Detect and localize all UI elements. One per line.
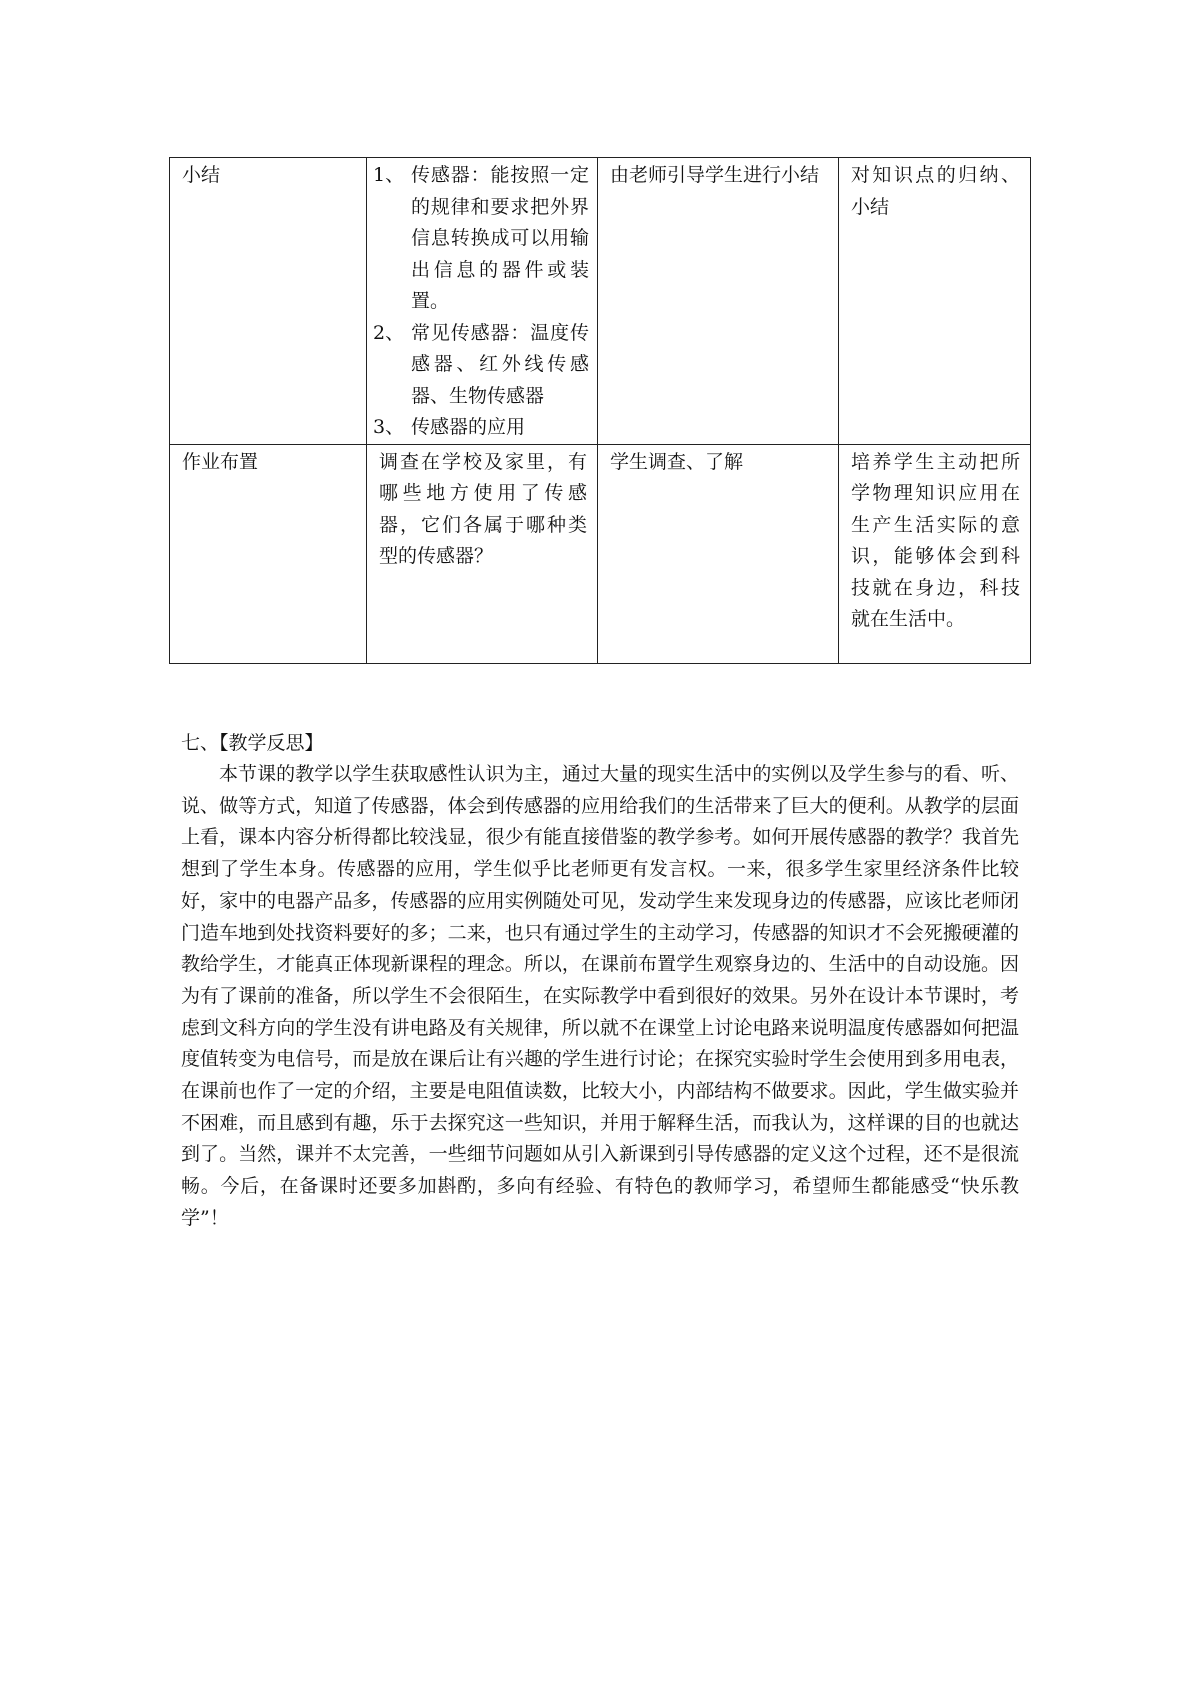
intent-cell: [839, 158, 1031, 445]
content-cell: [367, 158, 598, 445]
intent-text: 培养学生主动把所学物理知识应用在生产生活实际的意识，能够体会到科技就在身边，科技就在生活中。: [851, 450, 1020, 630]
intent-text: 对知识点的归纳、小结: [851, 164, 1020, 218]
list-text: 传感器：能按照一定的规律和要求把外界信息转换成可以用输出信息的器件或装置。: [411, 164, 589, 312]
activity-text: 由老师引导学生进行小结: [610, 164, 820, 186]
summary-list: [367, 158, 597, 444]
stage-label: 小结: [182, 164, 221, 186]
stage-cell: [170, 158, 367, 445]
list-number: 2、: [373, 321, 405, 344]
list-item: [373, 412, 589, 444]
intent-cell: [839, 444, 1031, 663]
list-number: 3、: [373, 416, 405, 438]
list-number: 1、: [373, 164, 405, 186]
lesson-plan-table: [169, 157, 1031, 664]
section-heading: 七、【教学反思】: [181, 732, 324, 754]
activity-cell: [598, 158, 839, 445]
table-row: [170, 444, 1031, 663]
table-row: [170, 158, 1031, 445]
stage-label: 作业布置: [182, 450, 259, 473]
content-cell: [367, 444, 598, 663]
stage-cell: [170, 444, 367, 663]
activity-cell: [598, 444, 839, 663]
list-text: 传感器的应用: [411, 416, 526, 438]
list-item: [373, 160, 589, 318]
reflection-paragraph: 本节课的教学以学生获取感性认识为主，通过大量的现实生活中的实例以及学生参与的看、听、说、做等方式，知道了传感器，体会到传感器的应用给我们的生活带来了巨大的便利。从教学的层面上看，课本内容分析得都比较浅显，很少有能直接借鉴的教学参考。如何开展传感器的教学？我首先想到了学生本身。传感器的应用，学生似乎比老师更有发言权。一来，很多学生家里经济条件比较好，家中的电器产品多，传感器的应用实例随处可见，发动学生来发现身边的传感器，应该比老师闭门造车地到处找资料要好的多；二来，也只有通过学生的主动学习，传感器的知识才不会死搬硬灌的教给学生，才能真正体现新课程的理念。所以，在课前布置学生观察身边的、生活中的自动设施。因为有了课前的准备，所以学生不会很陌生，在实际教学中看到很好的效果。另外在设计本节课时，考虑到文科方向的学生没有讲电路及有关规律，所以就不在课堂上讨论电路来说明温度传感器如何把温度值转变为电信号，而是放在课后让有兴趣的学生进行讨论；在探究实验时学生会使用到多用电表，在课前也作了一定的介绍，主要是电阻值读数，比较大小，内部结构不做要求。因此，学生做实验并不困难，而且感到有趣，乐于去探究这一些知识，并用于解释生活，而我认为，这样课的目的也就达到了。当然，课并不太完善，一些细节问题如从引入新课到引导传感器的定义这个过程，还不是很流畅。今后，在备课时还要多加斟酌，多向有经验、有特色的教师学习，希望师生都能感受“快乐教学”！: [181, 763, 1019, 1229]
list-item: [373, 318, 589, 413]
reflection-section: [181, 727, 1019, 1235]
activity-text: 学生调查、了解: [610, 450, 744, 473]
homework-text: 调查在学校及家里，有哪些地方使用了传感器，它们各属于哪种类型的传感器？: [379, 450, 587, 567]
list-text: 常见传感器：温度传感器、红外线传感器、生物传感器: [411, 321, 589, 407]
